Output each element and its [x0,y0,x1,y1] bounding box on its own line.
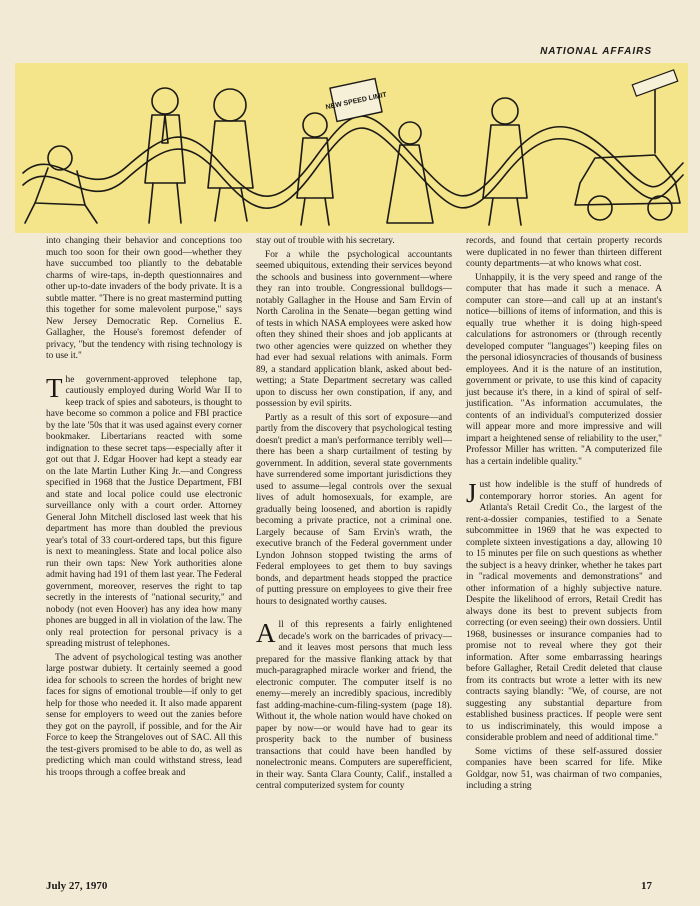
paragraph: Partly as a result of this sort of exposure—and partly from the discovery that psychological testing doesn't predict a man's performance terribly well—there has been a sharp curtailment of testing by government. In addition, several state governments have surrendered some important jurisdictions they used to assume—legal controls over the sexual lives of adult homosexuals, for example, are gradually being loosened, and abortion is rapidly becoming a private practice, not a criminal one. Largely because of Sam Ervin's wrath, the executive branch of the Federal government under Lyndon Johnson stopped twisting the arms of Federal employees to get them to buy savings bonds, and department heads stopped the practice of putting pressure on employees to give their free hours to designated worthy causes. [256,412,452,607]
paragraph-text: he government-approved telephone tap, cautiously employed during World War II to keep track of spies and saboteurs, is thought to have become so common a police and FBI practice by the late '50s that it was used against every corner bookmaker. Libertarians reacted with some indignation to these secret taps—especially after it got out that J. Edgar Hoover had kept a steady ear on the late Martin Luther King Jr.—and Congress specified in 1968 that the Justice Department, FBI and state and local police could use electronic surveillance only with a court order. Attorney General John Mitchell disclosed last week that his department has more than doubled the previous year's total of 33 court-ordered taps, but this figure is next to meaningless. State and local police also run their own taps: New York authorities alone admit having had 191 of them last year. The Federal government, moreover, reserves the right to tap secretly in the interests of "national security," and nobody (not even Hoover) has any idea how many phones are bugged in all in violation of the law. The only real protection for personal privacy is a spreading mistrust of telephones. [46,374,242,649]
paragraph [256,620,452,793]
paragraph: For a while the psychological accountants seemed ubiquitous, extending their services beyond the schools and business into government—where they ran into trouble. Congressional bulldogs—notably Gallagher in the House and Sam Ervin of North Carolina in the Senate—began getting wind of tests in which NASA employees were asked how often they shined their shoes and job applicants at two other agencies were quizzed on whether they had ever had sexual relations with animals. Form 89, a standard application blank, asked about bed-wetting; a State Department secretary was called upon to discuss her own constipation, if any, and possession by evil spirits. [256,249,452,409]
text-column-2 [256,236,452,795]
protest-sign [325,79,388,122]
page-number: 17 [641,880,652,892]
paragraph-text: ust how indelible is the stuff of hundreds of contemporary horror stories. An agent for Atlanta's Retail Credit Co., the largest of the rent-a-dossier companies, testified to a Senate subcommittee in 1969 that he was expected to complete sixteen investigations a day, allowing 10 to 15 minutes per file on such questions as whether the subject is a heavy drinker, whether he takes part in "radical movements and demonstrations" and other information of a highly subjective nature. Despite the likelihood of errors, Retail Credit has always done its best to prevent subjects from correcting (or even seeing) their own dossiers. Until 1968, businesses or insurance companies had to promise not to reveal where they got their information. After some embarrassing hearings before Gallagher, Retail Credit deleted that clause from its contracts but wrote a letter with its new contracts saying blandly: "We, of course, are not suggesting any substantial departure from established business practices. If people were sent to us indiscriminately, this would impose a considerable problem and need of additional time." [466,480,662,743]
drop-cap: A [256,618,276,648]
paragraph-text: ll of this represents a fairly enlightened decade's work on the barricades of privacy—and it leaves most persons that much less prepared for the massive flanking attack by that much-paragraphed miracle worker and friend, the electronic computer. The computer itself is no enemy—merely an incredibly spacious, incredibly fast adding-machine-cum-filing-system (page 18). Without it, the whole nation would have choked on paper by now—or would have had to gear its prosperity back to the number of business transactions that could have been handled by nonelectronic means. Computers are superefficient, in their way. Santa Clara County, Calif., installed a central computerized system for county [256,620,452,791]
cartoon-illustration [15,63,688,233]
section-label: NATIONAL AFFAIRS [540,46,652,57]
text-column-1 [46,236,242,781]
sign-text: NEW SPEED LIMIT [325,91,388,112]
drop-cap: J [466,478,477,508]
text-column-3 [466,236,662,795]
drop-cap: T [46,372,63,403]
paragraph [46,372,242,651]
paragraph [466,480,662,745]
paragraph: records, and found that certain property records were duplicated in no fewer than thirteen different county departments—at who knows what cost. [466,236,662,269]
paragraph: Unhappily, it is the very speed and range of the computer that has made it such a menace. A computer can store—and call up at an instant's notice—billions of items of information, and this is equally true whether it is doing high-speed calculations for astronomers or (through recently developed computer "languages") keeping files on the personal idiosyncracies of thousands of business employees. And it is the nature of an institution, government or private, to use this kind of capacity just because it's there, in a kind of spiral of self-justification. "As information accumulates, the contents of an individual's computerized dossier will appear more and more impressive and will impart a heightened sense of reliability to the user," Professor Miller has written. "A computerized file has a certain indelible quality." [466,272,662,467]
paragraph: Some victims of these self-assured dossier companies have been scarred for life. Mike Goldgar, now 51, was chairman of two companies, including a string [466,746,662,791]
paragraph: The advent of psychological testing was another large postwar dubiety. It certainly seemed a good idea for schools to screen the hordes of bright new faces for signs of emotional trouble—if only to get help for those who needed it. It also made apparent sense for employers to weed out the zanies before they got on the payroll, if possible, and for the Air Force to keep the Strangeloves out of SAC. All this the test-givers promised to be able to do, as well as predicting which man could withstand stress, lead his troops through a coffee break and [46,652,242,778]
issue-date: July 27, 1970 [46,880,108,892]
paragraph: into changing their behavior and conceptions too much too soon for their own good—whether they have succumbed too pliantly to the debatable charms of wire-taps, in-depth questionnaires and other up-to-date invaders of the body private. It is a subtle matter. "There is no great mastermind putting this together for some malevolent purpose," says New Jersey Democratic Rep. Cornelius E. Gallagher, the House's foremost defender of privacy, "but the tendency with rising technology is to use it." [46,236,242,361]
paragraph: stay out of trouble with his secretary. [256,236,395,246]
